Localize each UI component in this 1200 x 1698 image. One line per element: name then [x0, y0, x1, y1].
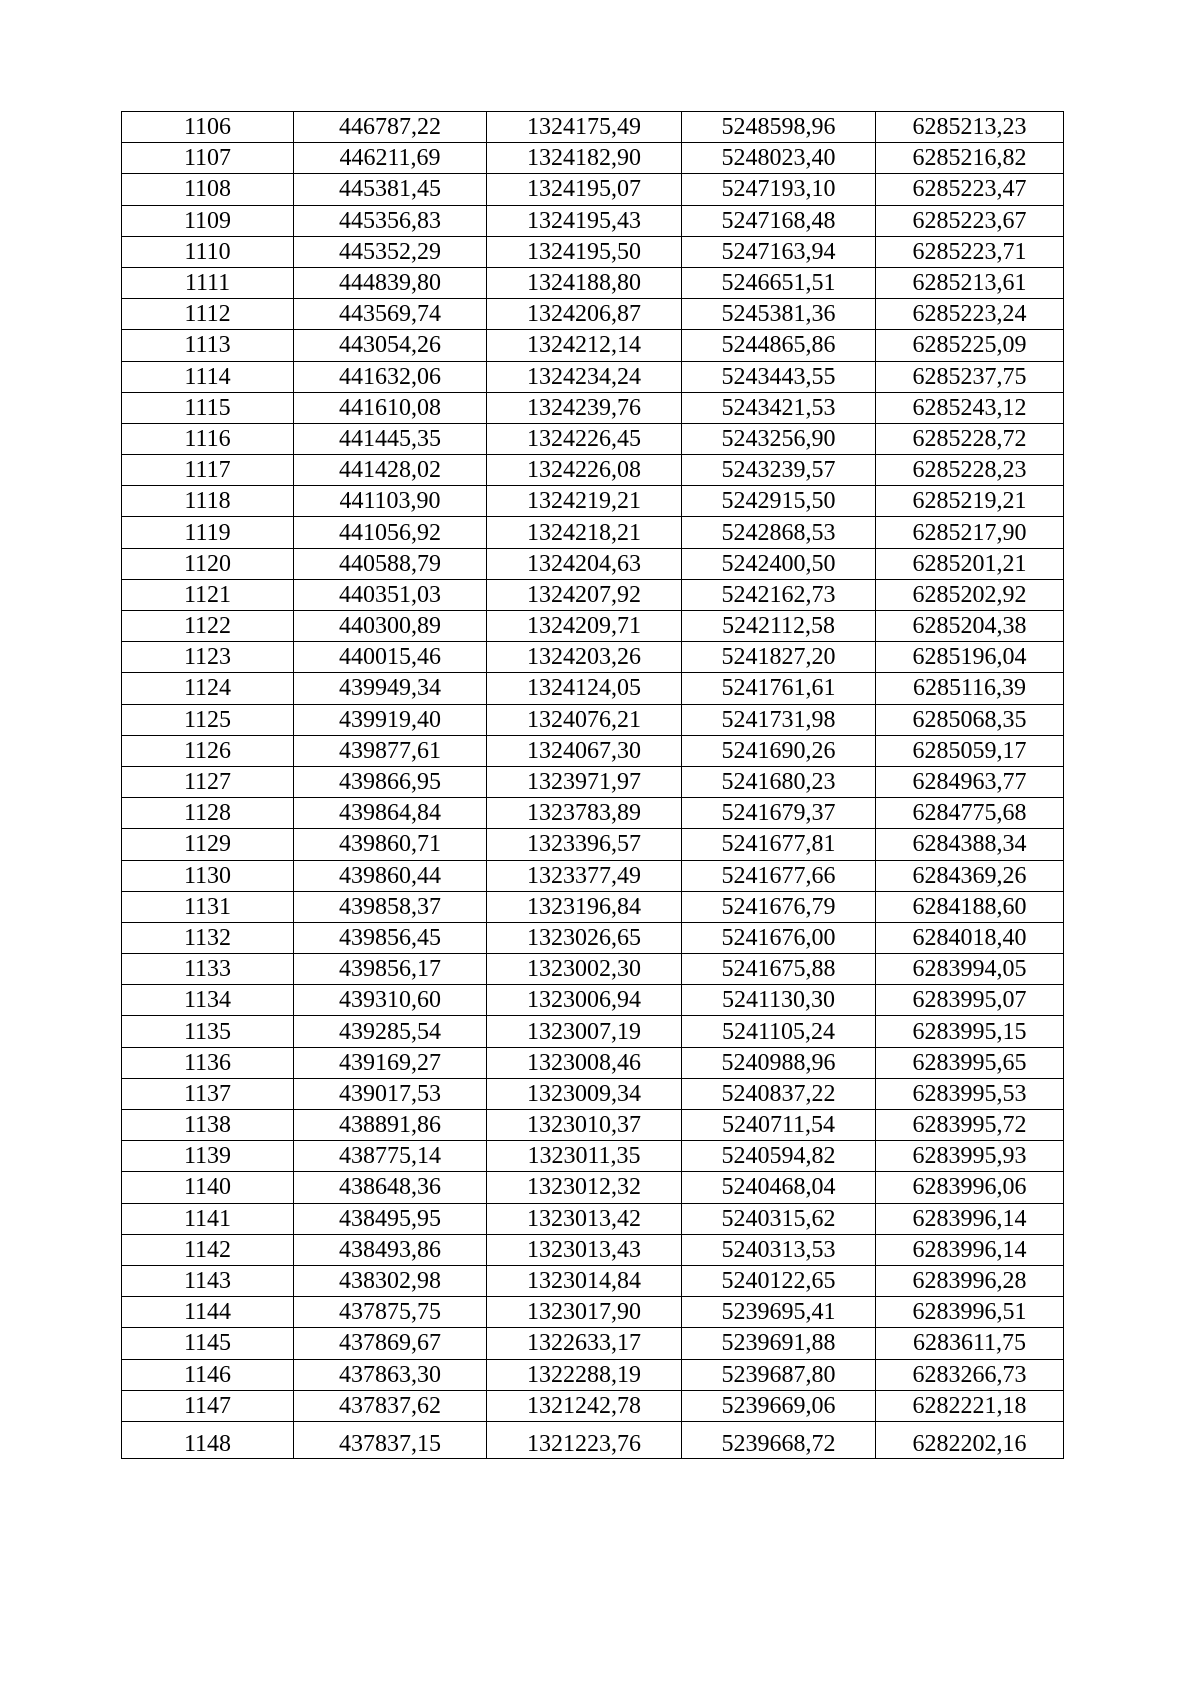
value-cell-2: 1323012,32: [487, 1172, 682, 1203]
value-cell-3: 5248023,40: [682, 143, 876, 174]
table-row: [122, 611, 1064, 642]
value-cell-1: 441445,35: [294, 423, 487, 454]
value-cell-3: 5241679,37: [682, 798, 876, 829]
value-cell-2: 1322633,17: [487, 1328, 682, 1359]
point-number-cell: 1109: [122, 205, 294, 236]
value-cell-1: 439310,60: [294, 985, 487, 1016]
value-cell-4: 6285217,90: [876, 517, 1064, 548]
point-number-cell: 1128: [122, 798, 294, 829]
value-cell-1: 445356,83: [294, 205, 487, 236]
value-cell-3: 5242112,58: [682, 611, 876, 642]
value-cell-3: 5242868,53: [682, 517, 876, 548]
value-cell-2: 1323013,42: [487, 1203, 682, 1234]
point-number-cell: 1112: [122, 299, 294, 330]
value-cell-2: 1324195,43: [487, 205, 682, 236]
point-number-cell: 1123: [122, 642, 294, 673]
value-cell-1: 437863,30: [294, 1359, 487, 1390]
table-row: [122, 954, 1064, 985]
point-number-cell: 1141: [122, 1203, 294, 1234]
value-cell-3: 5247163,94: [682, 236, 876, 267]
value-cell-3: 5246651,51: [682, 267, 876, 298]
value-cell-1: 438495,95: [294, 1203, 487, 1234]
value-cell-4: 6283996,28: [876, 1265, 1064, 1296]
point-number-cell: 1133: [122, 954, 294, 985]
value-cell-3: 5243239,57: [682, 455, 876, 486]
value-cell-2: 1323396,57: [487, 829, 682, 860]
table-row: [122, 112, 1064, 143]
point-number-cell: 1144: [122, 1297, 294, 1328]
value-cell-4: 6285216,82: [876, 143, 1064, 174]
value-cell-1: 439864,84: [294, 798, 487, 829]
value-cell-4: 6283996,14: [876, 1234, 1064, 1265]
value-cell-4: 6284188,60: [876, 891, 1064, 922]
value-cell-4: 6284369,26: [876, 860, 1064, 891]
value-cell-1: 439017,53: [294, 1078, 487, 1109]
value-cell-2: 1324226,45: [487, 423, 682, 454]
value-cell-1: 439858,37: [294, 891, 487, 922]
value-cell-1: 441056,92: [294, 517, 487, 548]
value-cell-4: 6284018,40: [876, 922, 1064, 953]
value-cell-2: 1324212,14: [487, 330, 682, 361]
value-cell-3: 5242400,50: [682, 548, 876, 579]
point-number-cell: 1140: [122, 1172, 294, 1203]
value-cell-2: 1324219,21: [487, 486, 682, 517]
value-cell-1: 443569,74: [294, 299, 487, 330]
table-row: [122, 798, 1064, 829]
value-cell-3: 5239669,06: [682, 1390, 876, 1421]
value-cell-1: 440300,89: [294, 611, 487, 642]
point-number-cell: 1132: [122, 922, 294, 953]
point-number-cell: 1138: [122, 1110, 294, 1141]
point-number-cell: 1130: [122, 860, 294, 891]
value-cell-4: 6284388,34: [876, 829, 1064, 860]
value-cell-2: 1323196,84: [487, 891, 682, 922]
value-cell-2: 1324175,49: [487, 112, 682, 143]
value-cell-1: 444839,80: [294, 267, 487, 298]
point-number-cell: 1127: [122, 766, 294, 797]
table-row: [122, 423, 1064, 454]
point-number-cell: 1126: [122, 735, 294, 766]
value-cell-3: 5241105,24: [682, 1016, 876, 1047]
value-cell-1: 438493,86: [294, 1234, 487, 1265]
value-cell-3: 5239691,88: [682, 1328, 876, 1359]
value-cell-1: 439866,95: [294, 766, 487, 797]
value-cell-2: 1324203,26: [487, 642, 682, 673]
value-cell-2: 1323011,35: [487, 1141, 682, 1172]
value-cell-4: 6283266,73: [876, 1359, 1064, 1390]
value-cell-1: 441103,90: [294, 486, 487, 517]
value-cell-4: 6285228,23: [876, 455, 1064, 486]
value-cell-2: 1324195,07: [487, 174, 682, 205]
point-number-cell: 1134: [122, 985, 294, 1016]
value-cell-1: 440351,03: [294, 579, 487, 610]
value-cell-2: 1323010,37: [487, 1110, 682, 1141]
table-row: [122, 1234, 1064, 1265]
value-cell-2: 1321223,76: [487, 1421, 682, 1458]
table-row: [122, 1047, 1064, 1078]
table-row: [122, 517, 1064, 548]
table-row: [122, 299, 1064, 330]
value-cell-2: 1324182,90: [487, 143, 682, 174]
point-number-cell: 1129: [122, 829, 294, 860]
value-cell-4: 6283996,51: [876, 1297, 1064, 1328]
table-row: [122, 579, 1064, 610]
value-cell-2: 1323013,43: [487, 1234, 682, 1265]
point-number-cell: 1146: [122, 1359, 294, 1390]
value-cell-4: 6285204,38: [876, 611, 1064, 642]
value-cell-4: 6285116,39: [876, 673, 1064, 704]
value-cell-2: 1324234,24: [487, 361, 682, 392]
value-cell-4: 6283995,72: [876, 1110, 1064, 1141]
value-cell-2: 1323007,19: [487, 1016, 682, 1047]
value-cell-3: 5241677,66: [682, 860, 876, 891]
point-number-cell: 1143: [122, 1265, 294, 1296]
point-number-cell: 1115: [122, 392, 294, 423]
value-cell-4: 6283995,15: [876, 1016, 1064, 1047]
point-number-cell: 1142: [122, 1234, 294, 1265]
point-number-cell: 1131: [122, 891, 294, 922]
value-cell-1: 446787,22: [294, 112, 487, 143]
value-cell-3: 5241676,00: [682, 922, 876, 953]
value-cell-2: 1322288,19: [487, 1359, 682, 1390]
point-number-cell: 1122: [122, 611, 294, 642]
value-cell-3: 5241761,61: [682, 673, 876, 704]
value-cell-3: 5241130,30: [682, 985, 876, 1016]
point-number-cell: 1111: [122, 267, 294, 298]
value-cell-4: 6285223,67: [876, 205, 1064, 236]
value-cell-1: 437875,75: [294, 1297, 487, 1328]
point-number-cell: 1137: [122, 1078, 294, 1109]
value-cell-3: 5244865,86: [682, 330, 876, 361]
point-number-cell: 1107: [122, 143, 294, 174]
value-cell-4: 6283995,07: [876, 985, 1064, 1016]
point-number-cell: 1116: [122, 423, 294, 454]
value-cell-1: 445381,45: [294, 174, 487, 205]
point-number-cell: 1117: [122, 455, 294, 486]
table-row: [122, 642, 1064, 673]
value-cell-4: 6285223,47: [876, 174, 1064, 205]
value-cell-1: 437837,15: [294, 1421, 487, 1458]
value-cell-2: 1324209,71: [487, 611, 682, 642]
value-cell-2: 1324124,05: [487, 673, 682, 704]
value-cell-3: 5243443,55: [682, 361, 876, 392]
value-cell-1: 439949,34: [294, 673, 487, 704]
point-number-cell: 1125: [122, 704, 294, 735]
value-cell-2: 1323008,46: [487, 1047, 682, 1078]
value-cell-1: 439169,27: [294, 1047, 487, 1078]
table-row: [122, 267, 1064, 298]
value-cell-2: 1323017,90: [487, 1297, 682, 1328]
value-cell-2: 1321242,78: [487, 1390, 682, 1421]
value-cell-1: 446211,69: [294, 143, 487, 174]
point-number-cell: 1108: [122, 174, 294, 205]
value-cell-1: 438302,98: [294, 1265, 487, 1296]
value-cell-1: 439919,40: [294, 704, 487, 735]
table-row: [122, 1203, 1064, 1234]
table-row: [122, 891, 1064, 922]
table-row: [122, 330, 1064, 361]
value-cell-2: 1323377,49: [487, 860, 682, 891]
table-row: [122, 1110, 1064, 1141]
value-cell-3: 5243256,90: [682, 423, 876, 454]
table-row: [122, 985, 1064, 1016]
value-cell-4: 6285202,92: [876, 579, 1064, 610]
table-row: [122, 1265, 1064, 1296]
point-number-cell: 1106: [122, 112, 294, 143]
value-cell-3: 5248598,96: [682, 112, 876, 143]
value-cell-1: 445352,29: [294, 236, 487, 267]
point-number-cell: 1113: [122, 330, 294, 361]
value-cell-3: 5240711,54: [682, 1110, 876, 1141]
coordinates-table-body: [122, 112, 1064, 1459]
value-cell-3: 5240468,04: [682, 1172, 876, 1203]
point-number-cell: 1118: [122, 486, 294, 517]
value-cell-1: 441428,02: [294, 455, 487, 486]
point-number-cell: 1136: [122, 1047, 294, 1078]
table-row: [122, 1328, 1064, 1359]
value-cell-3: 5241827,20: [682, 642, 876, 673]
table-row: [122, 486, 1064, 517]
table-row: [122, 548, 1064, 579]
value-cell-3: 5239695,41: [682, 1297, 876, 1328]
table-row: [122, 361, 1064, 392]
value-cell-3: 5241690,26: [682, 735, 876, 766]
value-cell-3: 5240988,96: [682, 1047, 876, 1078]
value-cell-2: 1323014,84: [487, 1265, 682, 1296]
value-cell-4: 6285196,04: [876, 642, 1064, 673]
table-row: [122, 829, 1064, 860]
value-cell-1: 440588,79: [294, 548, 487, 579]
value-cell-4: 6283611,75: [876, 1328, 1064, 1359]
value-cell-4: 6283995,93: [876, 1141, 1064, 1172]
value-cell-1: 439856,17: [294, 954, 487, 985]
table-row: [122, 922, 1064, 953]
value-cell-4: 6285225,09: [876, 330, 1064, 361]
point-number-cell: 1119: [122, 517, 294, 548]
value-cell-3: 5239668,72: [682, 1421, 876, 1458]
value-cell-2: 1323783,89: [487, 798, 682, 829]
value-cell-3: 5247168,48: [682, 205, 876, 236]
value-cell-4: 6284963,77: [876, 766, 1064, 797]
value-cell-2: 1324204,63: [487, 548, 682, 579]
value-cell-2: 1324239,76: [487, 392, 682, 423]
point-number-cell: 1139: [122, 1141, 294, 1172]
point-number-cell: 1121: [122, 579, 294, 610]
value-cell-3: 5241680,23: [682, 766, 876, 797]
table-row: [122, 1141, 1064, 1172]
value-cell-1: 437869,67: [294, 1328, 487, 1359]
value-cell-3: 5239687,80: [682, 1359, 876, 1390]
value-cell-3: 5242162,73: [682, 579, 876, 610]
value-cell-4: 6285237,75: [876, 361, 1064, 392]
value-cell-1: 439856,45: [294, 922, 487, 953]
table-row: [122, 455, 1064, 486]
value-cell-2: 1324207,92: [487, 579, 682, 610]
value-cell-2: 1323002,30: [487, 954, 682, 985]
value-cell-2: 1323009,34: [487, 1078, 682, 1109]
value-cell-4: 6285228,72: [876, 423, 1064, 454]
value-cell-3: 5240122,65: [682, 1265, 876, 1296]
table-row: [122, 1078, 1064, 1109]
table-row: [122, 860, 1064, 891]
table-row: [122, 205, 1064, 236]
value-cell-4: 6285219,21: [876, 486, 1064, 517]
table-row: [122, 174, 1064, 205]
point-number-cell: 1145: [122, 1328, 294, 1359]
value-cell-2: 1324067,30: [487, 735, 682, 766]
value-cell-4: 6285213,61: [876, 267, 1064, 298]
table-row: [122, 673, 1064, 704]
value-cell-1: 439285,54: [294, 1016, 487, 1047]
table-row: [122, 392, 1064, 423]
value-cell-1: 438648,36: [294, 1172, 487, 1203]
value-cell-4: 6285059,17: [876, 735, 1064, 766]
table-row: [122, 1016, 1064, 1047]
table-row: [122, 704, 1064, 735]
table-row: [122, 1390, 1064, 1421]
point-number-cell: 1110: [122, 236, 294, 267]
value-cell-4: 6283996,06: [876, 1172, 1064, 1203]
value-cell-3: 5240315,62: [682, 1203, 876, 1234]
value-cell-3: 5245381,36: [682, 299, 876, 330]
value-cell-3: 5243421,53: [682, 392, 876, 423]
value-cell-3: 5241731,98: [682, 704, 876, 735]
value-cell-4: 6283994,05: [876, 954, 1064, 985]
table-row: [122, 1172, 1064, 1203]
value-cell-3: 5241676,79: [682, 891, 876, 922]
value-cell-1: 439860,71: [294, 829, 487, 860]
value-cell-4: 6282202,16: [876, 1421, 1064, 1458]
value-cell-4: 6283995,53: [876, 1078, 1064, 1109]
value-cell-3: 5247193,10: [682, 174, 876, 205]
value-cell-4: 6283995,65: [876, 1047, 1064, 1078]
value-cell-1: 439877,61: [294, 735, 487, 766]
value-cell-2: 1323971,97: [487, 766, 682, 797]
value-cell-1: 437837,62: [294, 1390, 487, 1421]
value-cell-3: 5240837,22: [682, 1078, 876, 1109]
coordinates-table: [121, 111, 1064, 1459]
table-row: [122, 1359, 1064, 1390]
value-cell-3: 5240313,53: [682, 1234, 876, 1265]
value-cell-4: 6285223,24: [876, 299, 1064, 330]
value-cell-3: 5242915,50: [682, 486, 876, 517]
point-number-cell: 1135: [122, 1016, 294, 1047]
point-number-cell: 1148: [122, 1421, 294, 1458]
table-row: [122, 766, 1064, 797]
value-cell-1: 441632,06: [294, 361, 487, 392]
value-cell-1: 438775,14: [294, 1141, 487, 1172]
value-cell-4: 6285223,71: [876, 236, 1064, 267]
value-cell-2: 1324226,08: [487, 455, 682, 486]
table-row: [122, 735, 1064, 766]
value-cell-2: 1324188,80: [487, 267, 682, 298]
value-cell-2: 1324076,21: [487, 704, 682, 735]
value-cell-3: 5240594,82: [682, 1141, 876, 1172]
value-cell-4: 6285243,12: [876, 392, 1064, 423]
value-cell-4: 6283996,14: [876, 1203, 1064, 1234]
value-cell-4: 6282221,18: [876, 1390, 1064, 1421]
value-cell-4: 6285213,23: [876, 112, 1064, 143]
point-number-cell: 1114: [122, 361, 294, 392]
value-cell-4: 6285201,21: [876, 548, 1064, 579]
value-cell-1: 440015,46: [294, 642, 487, 673]
value-cell-4: 6285068,35: [876, 704, 1064, 735]
table-row: [122, 1421, 1064, 1458]
value-cell-3: 5241677,81: [682, 829, 876, 860]
table-row: [122, 236, 1064, 267]
value-cell-3: 5241675,88: [682, 954, 876, 985]
value-cell-1: 439860,44: [294, 860, 487, 891]
value-cell-1: 438891,86: [294, 1110, 487, 1141]
value-cell-1: 443054,26: [294, 330, 487, 361]
value-cell-2: 1323006,94: [487, 985, 682, 1016]
value-cell-2: 1324195,50: [487, 236, 682, 267]
table-row: [122, 1297, 1064, 1328]
point-number-cell: 1124: [122, 673, 294, 704]
point-number-cell: 1147: [122, 1390, 294, 1421]
value-cell-4: 6284775,68: [876, 798, 1064, 829]
value-cell-2: 1324218,21: [487, 517, 682, 548]
value-cell-2: 1323026,65: [487, 922, 682, 953]
point-number-cell: 1120: [122, 548, 294, 579]
value-cell-2: 1324206,87: [487, 299, 682, 330]
table-row: [122, 143, 1064, 174]
value-cell-1: 441610,08: [294, 392, 487, 423]
